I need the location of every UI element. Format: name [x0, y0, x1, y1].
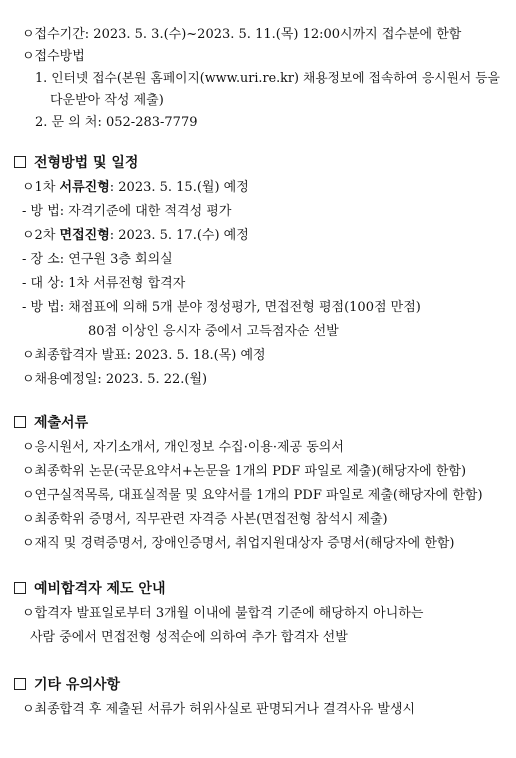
application-method-title: ㅇ접수방법: [22, 49, 85, 64]
checkbox-square-icon: [14, 416, 26, 428]
checkbox-square-icon: [14, 678, 26, 690]
section-heading-other: 기타 유의사항: [14, 675, 120, 695]
document-item-5: ㅇ재직 및 경력증명서, 장애인증명서, 취업지원대상자 증명서(해당자에 한함): [22, 536, 455, 551]
document-item-4: ㅇ최종학위 증명서, 직무관련 자격증 사본(면접전형 참석시 제출): [22, 512, 388, 527]
second-stage-place: - 장 소: 연구원 3층 회의실: [22, 252, 173, 267]
checkbox-square-icon: [14, 582, 26, 594]
reserve-item-cont: 사람 중에서 면접전형 성적순에 의하여 추가 합격자 선발: [30, 630, 348, 645]
second-stage-method-cont: 80점 이상인 응시자 중에서 고득점자순 선발: [88, 324, 339, 339]
other-item: ㅇ최종합격 후 제출된 서류가 허위사실로 판명되거나 결격사유 발생시: [22, 702, 416, 717]
first-stage-method: - 방 법: 자격기준에 대한 적격성 평가: [22, 204, 232, 219]
second-stage-target: - 대 상: 1차 서류전형 합격자: [22, 276, 186, 291]
method-item-1-cont: 다운받아 작성 제출): [50, 93, 164, 108]
first-stage: ㅇ1차 서류진형: 2023. 5. 15.(월) 예정: [22, 180, 249, 195]
method-item-2: 2. 문 의 처: 052-283-7779: [35, 115, 198, 130]
second-stage-method: - 방 법: 채점표에 의해 5개 분야 정성평가, 면접전형 평점(100점 만점): [22, 300, 421, 315]
section-heading-reserve: 예비합격자 제도 안내: [14, 579, 165, 599]
hiring-date: ㅇ채용예정일: 2023. 5. 22.(월): [22, 372, 208, 387]
reserve-item: ㅇ합격자 발표일로부터 3개월 이내에 불합격 기준에 해당하지 아니하는: [22, 606, 424, 621]
section-heading-documents: 제출서류: [14, 413, 88, 433]
application-period: ㅇ접수기간: 2023. 5. 3.(수)~2023. 5. 11.(목) 12:00시까지 접수분에 한함: [22, 27, 462, 42]
document-item-1: ㅇ응시원서, 자기소개서, 개인정보 수집·이용·제공 동의서: [22, 440, 344, 455]
method-item-1: 1. 인터넷 접수(본원 홈페이지(www.uri.re.kr) 채용정보에 접속하여 응시원서 등을: [35, 71, 500, 86]
checkbox-square-icon: [14, 156, 26, 168]
final-announcement: ㅇ최종합격자 발표: 2023. 5. 18.(목) 예정: [22, 348, 266, 363]
section-heading-selection: 전형방법 및 일정: [14, 153, 138, 173]
document-item-3: ㅇ연구실적목록, 대표실적물 및 요약서를 1개의 PDF 파일로 제출(해당자에 한함): [22, 488, 483, 503]
document-item-2: ㅇ최종학위 논문(국문요약서+논문을 1개의 PDF 파일로 제출)(해당자에 한함): [22, 464, 467, 479]
second-stage: ㅇ2차 면접진형: 2023. 5. 17.(수) 예정: [22, 228, 249, 243]
